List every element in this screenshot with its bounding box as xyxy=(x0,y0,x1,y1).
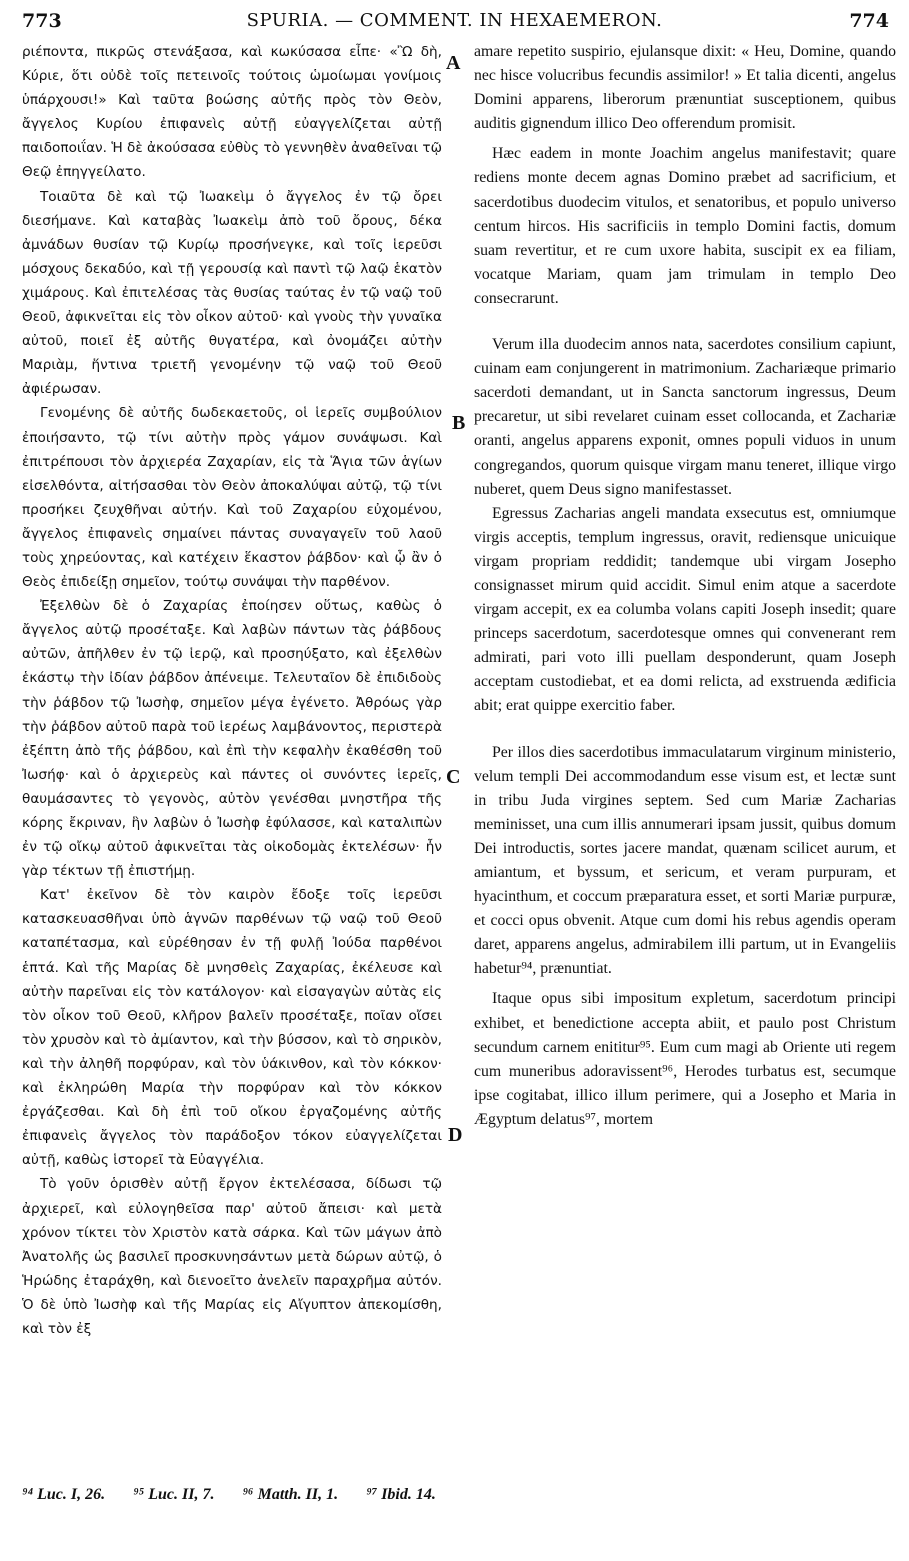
footnote: ⁹⁷ Ibid. 14. xyxy=(366,1486,436,1503)
greek-paragraph: ριέποντα, πικρῶς στενάξασα, καὶ κωκύσασα εἶπε· «Ὢ δὴ, Κύριε, ὅτι οὐδὲ τοῖς πετεινοῖς τούτοις ὡμοίωμαι γονίμοις ὑπάρχουσι!» Καὶ ταῦτα βοώσης αὐτῆς πρὸς τὸν Θεὸν, ἄγγελος Κυρίου ἐπιφανεὶς αὐτῇ εὐαγγελίζεται αὐτῇ παιδοποιΐαν. Ἡ δὲ ἀκούσασα εὐθὺς τὸ γεννηθὲν ἀναθεῖναι τῷ Θεῷ ἐπηγγείλατο. xyxy=(22,44,442,181)
running-header xyxy=(14,10,895,36)
greek-column xyxy=(22,40,442,1341)
latin-paragraph: amare repetito suspirio, ejulansque dixit: « Heu, Domine, quando nec hisce volucribus fecundis assimilor! » Et talia dicenti, angelus Domini apparens, liberorum prænuntiat susceptionem, quibus auditis gignendum illico Deo offerendum promisit. xyxy=(474,43,896,133)
section-marker-c: C xyxy=(446,766,461,788)
left-page-number: 773 xyxy=(22,10,62,32)
footnote: ⁹⁶ Matth. II, 1. xyxy=(242,1486,339,1503)
latin-paragraph: Itaque opus sibi impositum expletum, sacerdotum principi exhibet, et benedictione accepta abiit, et paulo post Christum secundum carnem enititur⁹⁵. Eum cum magi ab Oriente uti regem cum muneribus adoravissent⁹⁶, Herodes turbatus est, secumque ipse cogitabat, illico illum perimere, qui a Josepho et Maria in Ægyptum delatus⁹⁷, mortem xyxy=(474,990,896,1128)
section-marker-d: D xyxy=(448,1124,463,1146)
greek-paragraph: Ἐξελθὼν δὲ ὁ Ζαχαρίας ἐποίησεν οὕτως, καθὼς ὁ ἄγγελος αὐτῷ προσέταξε. Καὶ λαβὼν πάντων τὰς ῥάβδους αὐτῶν, ἀπῆλθεν ἐν τῷ ἱερῷ, καὶ προσηύξατο, καὶ ἐξελθὼν ἑκάστῳ τὴν ἰδίαν ῥάβδον ἀπένειμε. Τελευταῖον δὲ ἐπιδιδοὺς τὴν ῥάβδον τῷ Ἰωσὴφ, σημεῖον μέγα ἐγένετο. Ἀθρόως γὰρ τὴν ῥάβδον αὐτοῦ παρὰ τοῦ ἱερέως λαμβάνοντος, περιστερὰ ἐξέπτη ἀπὸ τῆς ῥάβδου, καὶ ἐπὶ τὴν κεφαλὴν ἐκαθέσθη τοῦ Ἰωσήφ· καὶ ὁ ἀρχιερεὺς καὶ πάντες οἱ συνόντες ἱερεῖς, θαυμάσαντες τὸ γεγονὸς, αὐτὸν γενέσθαι μνηστῆρα τῆς κόρης ἔκριναν, ἣν λαβὼν ὁ Ἰωσὴφ ἐφύλασσε, καὶ καταλιπὼν ἐν τῷ οἴκῳ αὐτοῦ ἀφικνεῖται τὰς οἰκοδομὰς ἐκτελέσων· ἦν γὰρ τέκτων τῇ ἐπιστήμῃ. xyxy=(22,598,442,880)
footnotes xyxy=(22,1486,722,1504)
section-marker-b: B xyxy=(452,412,466,434)
running-title: SPURIA. — COMMENT. IN HEXAEMERON. xyxy=(246,10,663,31)
right-page-number: 774 xyxy=(849,10,889,32)
greek-paragraph: Τὸ γοῦν ὁρισθὲν αὐτῇ ἔργον ἐκτελέσασα, δίδωσι τῷ ἀρχιερεῖ, καὶ εὐλογηθεῖσα παρ' αὐτοῦ ἄπεισι· καὶ μετὰ χρόνον τίκτει τὸν Χριστὸν κατὰ σάρκα. Καὶ τῶν μάγων ἀπὸ Ἀνατολῆς ὡς βασιλεῖ προσκυνησάντων μετὰ δώρων αὐτῷ, ὁ Ἡρώδης ἐταράχθη, καὶ διενοεῖτο ἀνελεῖν παραχρῆμα αὐτόν. Ὁ δὲ ὑπὸ Ἰωσὴφ καὶ τῆς Μαρίας εἰς Αἴγυπτον ἀπεκομίσθη, καὶ τὸν ἐξ xyxy=(22,1176,442,1337)
latin-paragraph: Per illos dies sacerdotibus immaculatarum virginum ministerio, velum templi Dei accommodandum esse visum est, et lectæ sunt in tribu Juda virgines septem. Sed cum Mariæ Zacharias meminisset, una cum illis annumerari ipsam jussit, quibus domum Dei introductis, sortes jacere mandat, quænam scilicet aurum, et amiantum, et byssum, et sericum, et veram purpuram, et hyacinthum, et coccum præparatura esset, et sorti Mariæ purpuræ, et cocci opus obvenit. Atque cum domi his rebus agendis operam daret, apparens angelus, admirabilem illi partum, ut in Evangeliis habetur⁹⁴, prænuntiat. xyxy=(474,743,896,978)
greek-paragraph: Τοιαῦτα δὲ καὶ τῷ Ἰωακεὶμ ὁ ἄγγελος ἐν τῷ ὄρει διεσήμανε. Καὶ καταβὰς Ἰωακεὶμ ἀπὸ τοῦ ὄρους, δέκα ἀμνάδων θυσίαν τῷ Κυρίῳ προσήνεγκε, καὶ τοῖς ἱερεῦσι μόσχους δεκαδύο, καὶ τῇ γερουσίᾳ καὶ παντὶ τῷ λαῷ ἑκατὸν χιμάρους. Καὶ ἐπιτελέσας τὰς θυσίας ταύτας ἐν τῷ ναῷ τοῦ Θεοῦ, ἀφικνεῖται εἰς τὸν οἶκον αὐτοῦ· καὶ γνοὺς τὴν γυναῖκα αὐτοῦ, ποιεῖ ἐξ αὐτῆς θυγατέρα, καὶ ὀνομάζει αὐτὴν Μαριὰμ, ἥντινα τριετῆ γενομένην τῷ ναῷ τοῦ Θεοῦ ἀφιέρωσαν. xyxy=(22,188,442,398)
latin-paragraph: Egressus Zacharias angeli mandata exsecutus est, omniumque virgis acceptis, templum ingressus, oravit, rediensque unicuique virgam propriam reddidit; tandemque ubi virgam Josepho consignasset mirum quid accidit. Simul enim atque a sacerdote virgam accepit, ex ea columba volans capiti Joseph insedit; quare princeps sacerdotum, sacerdotesque omnes qui convenerant rem admirati, pari voto illi puellam desponderunt, quam Joseph acceptam custodiebat, et ea domi relicta, ad exstruenda ædificia abit; erat quippe exercitio faber. xyxy=(474,504,896,715)
greek-paragraph: Κατ' ἐκεῖνον δὲ τὸν καιρὸν ἔδοξε τοῖς ἱερεῦσι κατασκευασθῆναι ὑπὸ ἁγνῶν παρθένων τῷ ναῷ τοῦ Θεοῦ καταπέτασμα, καὶ εὑρέθησαν ἐν τῇ φυλῇ Ἰούδα παρθένοι ἑπτά. Καὶ τῆς Μαρίας δὲ μνησθεὶς Ζαχαρίας, ἐκέλευσε καὶ αὐτὴν παρεῖναι εἰς τὸν κατάλογον· καὶ εἰσαγαγὼν αὐτὰς εἰς τὸν οἶκον τοῦ Θεοῦ, κλῆρον βαλεῖν προσέταξε, ποῖαν οἴσει τὸν χρυσὸν καὶ τὸ ἀμίαντον, καὶ τὴν βύσσον, καὶ τὸ σηρικὸν, καὶ τὴν ἀληθῆ πορφύραν, καὶ τὸν ὑάκινθον, καὶ τὸν κόκκον· καὶ ἐκληρώθη Μαρία τὴν πορφύραν καὶ τὸν κόκκον ἐργάζεσθαι. Καὶ δὴ ἐπὶ τοῦ οἴκου ἐργαζομένης αὐτῆς ἐπιφανεὶς ἄγγελος τὸν παράδοξον τόκον εὐαγγελίζεται αὐτῇ, καθὼς ἱστορεῖ τὰ Εὐαγγέλια. xyxy=(22,887,442,1169)
section-marker-a: A xyxy=(446,52,461,74)
footnote: ⁹⁵ Luc. II, 7. xyxy=(133,1486,215,1503)
footnote: ⁹⁴ Luc. I, 26. xyxy=(22,1486,106,1503)
latin-column xyxy=(474,40,896,1132)
latin-paragraph: Hæc eadem in monte Joachim angelus manifestavit; quare rediens monte decem agnas Domino præbet ad sacrificium, et sacerdotibus duodecim vitulos, et senatoribus, et populo universo centum hircos. His sacrificiis in templo Domini factis, domum suam revertitur, et re cum uxore habita, suscipit ex ea filiam, vocatque Mariam, quam jam trimulam in templo Deo consecrarunt. xyxy=(474,145,896,307)
greek-paragraph: Γενομένης δὲ αὐτῆς δωδεκαετοῦς, οἱ ἱερεῖς συμβούλιον ἐποιήσαντο, τῷ τίνι αὐτὴν πρὸς γάμον συνάψωσι. Καὶ ἐπιτρέπουσι τὸν ἀρχιερέα Ζαχαρίαν, εἰς τὰ Ἅγια τῶν ἁγίων εἰσελθόντα, αἰτήσασθαι τὸν Θεὸν ἀποκαλύψαι αὐτῷ, τῷ τίνι προσήκει ζευχθῆναι αὐτήν. Καὶ τοῦ Ζαχαρίου εὐχομένου, ἄγγελος ἐπιφανεὶς σημαίνει πάντας συναγαγεῖν τοῦ λαοῦ τοὺς χηρεύοντας, καὶ κατέχειν ἕκαστον ῥάβδον· καὶ ᾧ ἂν ὁ Θεὸς ἐπιδείξῃ σημεῖον, τούτῳ συνάψαι τὴν παρθένον. xyxy=(22,405,442,591)
latin-paragraph: Verum illa duodecim annos nata, sacerdotes consilium capiunt, cuinam eam conjungerent in matrimonium. Zachariæque primario sacerdoti demandant, ut in Sancta sanctorum ingressus, Deum precaretur, ut sibi revelaret cuinam esset collocanda, et Zachariæ oranti, angelus apparens exponit, omnes populi viduos in unum congregandos, quorum quisque virgam manu teneret, illique virgo nuberet, quem Deus signo manifestasset. xyxy=(474,336,896,498)
